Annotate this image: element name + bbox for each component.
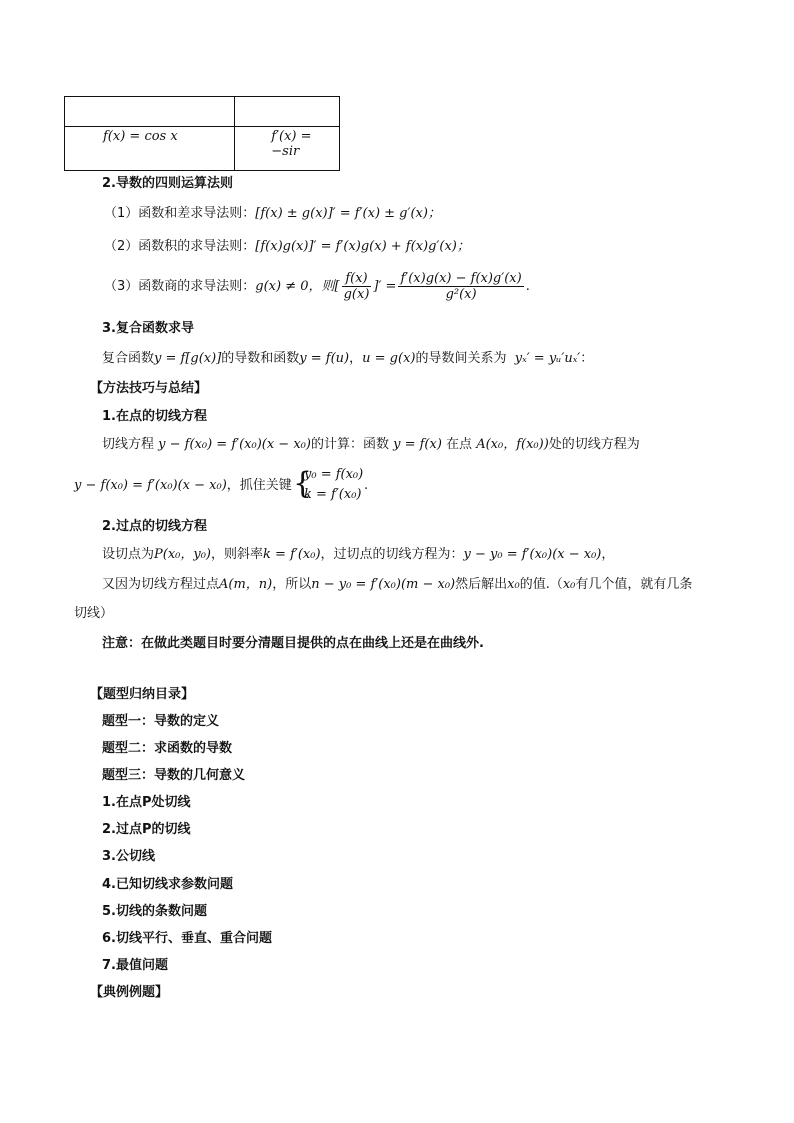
paragraph: 切线）: [74, 606, 114, 621]
brace-line: y₀ = f(x₀): [304, 467, 364, 482]
paragraph: 切线方程 y − f(x₀) = f′(x₀)(x − x₀)的计算：函数 y = f(x) 在点 A(x₀，f(x₀))处的切线方程为: [102, 437, 640, 452]
subsection-heading: 1.在点的切线方程: [102, 409, 207, 424]
list-item: 题型三：导数的几何意义: [102, 768, 246, 783]
list-item: 1.在点P处切线: [102, 795, 191, 810]
derivative-table: [64, 96, 340, 171]
list-item: 4.已知切线求参数问题: [102, 877, 233, 892]
list-item: 题型二：求函数的导数: [102, 741, 233, 756]
list-item: 7.最值问题: [102, 958, 168, 973]
section-heading: 2.导数的四则运算法则: [102, 176, 233, 191]
paragraph: 设切点为P(x₀，y₀)，则斜率k = f′(x₀)，过切点的切线方程为：y − y₀ = f′(x₀)(x − x₀)，: [102, 547, 615, 562]
section-heading: 【方法技巧与总结】: [90, 381, 208, 396]
period: .: [364, 478, 369, 493]
note: 注意：在做此类题目时要分清题目提供的点在曲线上还是在曲线外.: [102, 636, 484, 651]
fraction: $\frac{f(x)}{g(x)}$: [343, 271, 370, 302]
rule-sum: （1）函数和差求导法则：[f(x) ± g(x)]′ = f′(x) ± g′(x)；: [104, 206, 441, 221]
list-item: 6.切线平行、垂直、重合问题: [102, 931, 272, 946]
section-heading: 【题型归纳目录】: [90, 687, 195, 702]
paragraph: y − f(x₀) = f′(x₀)(x − x₀)，抓住关键: [74, 478, 292, 493]
list-item: 2.过点P的切线: [102, 822, 191, 837]
list-item: 题型一：导数的定义: [102, 714, 220, 729]
brace-line: k = f′(x₀): [304, 487, 362, 502]
rule-product: （2）函数积的求导法则：[f(x)g(x)]′ = f′(x)g(x) + f(x)g′(x)；: [104, 239, 470, 254]
table-cell: [235, 97, 340, 127]
paragraph: 又因为切线方程过点A(m，n)，所以n − y₀ = f′(x₀)(m − x₀)然后解出x₀的值.（x₀有几个值，就有几条: [102, 577, 693, 592]
paragraph: 复合函数y = f[g(x)]的导数和函数y = f(u)，u = g(x)的导数间关系为 yₓ′ = yᵤ′uₓ′：: [102, 351, 594, 366]
list-item: 3.公切线: [102, 849, 155, 864]
rule-quotient: （3）函数商的求导法则：g(x) ≠ 0，则[ $\frac{f(x)}{g(x)}$ ]′ = $\frac{f'(x)g(x) - f(x)g'(x)}{\text{g²(x)}}$ .: [104, 271, 530, 302]
table-cell: [65, 97, 235, 127]
table-cell-function: f(x) = cos x: [65, 127, 235, 171]
list-item: 5.切线的条数问题: [102, 904, 207, 919]
section-heading: 【典例例题】: [90, 985, 169, 1000]
fraction: $\frac{f'(x)g(x) - f(x)g'(x)}{\text{g²(x)}}$: [400, 271, 522, 302]
subsection-heading: 2.过点的切线方程: [102, 519, 207, 534]
table-cell-derivative: f′(x) = −sir: [235, 127, 340, 171]
section-heading: 3.复合函数求导: [102, 321, 194, 336]
brace: {: [293, 466, 313, 501]
